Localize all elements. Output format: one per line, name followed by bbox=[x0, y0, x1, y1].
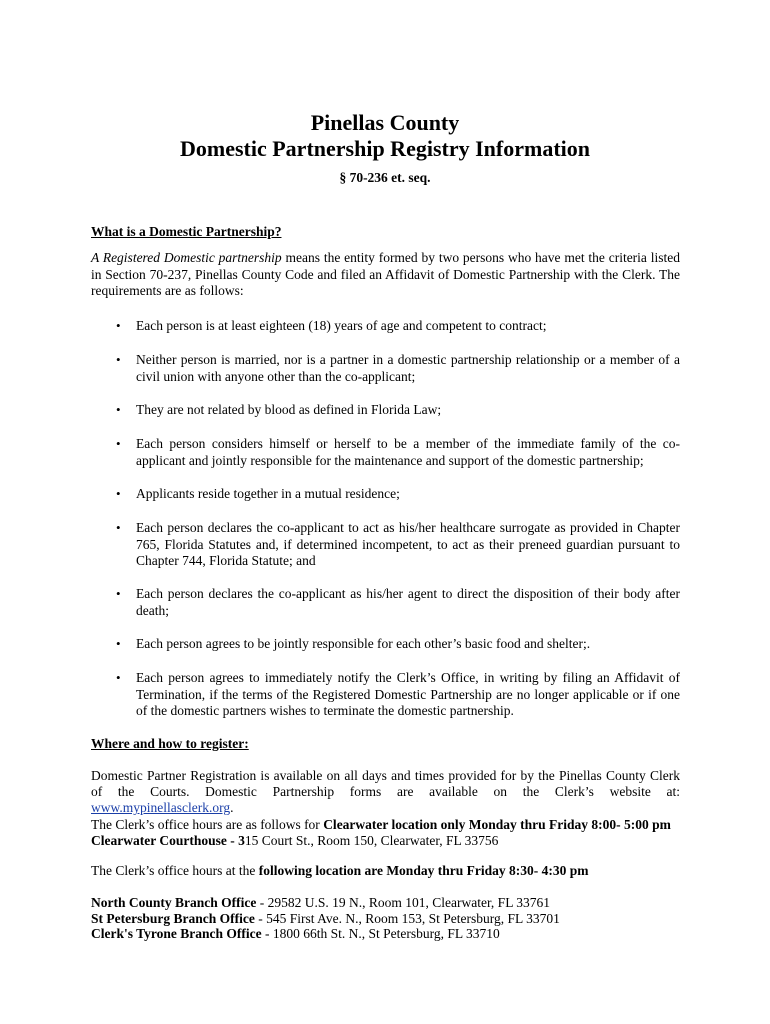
bullet-icon: • bbox=[116, 352, 121, 367]
courthouse-name: Clearwater Courthouse - 3 bbox=[91, 833, 245, 848]
requirement-item: Each person agrees to be jointly responsible for each other’s basic food and shelter;. bbox=[136, 636, 591, 651]
requirement-item: Neither person is married, nor is a partner in a domestic partnership relationship or a member of a civil union with anyone other than the co-applicant; bbox=[136, 352, 680, 384]
requirement-item: Each person declares the co-applicant to act as his/her healthcare surrogate as provided in Chapter 765, Florida Statutes and, if determined incompetent, to act as their preneed guardian pursuant to Chapter 744, Florida Statute; and bbox=[136, 520, 680, 568]
bullet-icon: • bbox=[116, 486, 121, 501]
branch-address: - 29582 U.S. 19 N., Room 101, Clearwater, FL 33761 bbox=[256, 895, 551, 910]
requirement-item: They are not related by blood as defined in Florida Law; bbox=[136, 402, 442, 417]
registration-line-2: of the Courts. Domestic Partnership forms are available on the Clerk’s website at: bbox=[91, 784, 680, 799]
hours-prefix: The Clerk’s office hours at the bbox=[91, 863, 259, 878]
website-line bbox=[91, 800, 233, 817]
branch-office bbox=[91, 895, 550, 912]
bullet-icon: • bbox=[116, 436, 121, 451]
clearwater-hours bbox=[91, 817, 671, 834]
requirement-item: Each person considers himself or herself to be a member of the immediate family of the co-applicant and jointly responsible for the maintenance and support of the domestic partnership; bbox=[136, 436, 680, 468]
requirement-item: Applicants reside together in a mutual residence; bbox=[136, 486, 400, 501]
what-is-heading: What is a Domestic Partnership? bbox=[91, 224, 282, 239]
bullet-icon: • bbox=[116, 520, 121, 535]
branch-address: - 1800 66th St. N., St Petersburg, FL 33710 bbox=[261, 926, 500, 941]
clearwater-courthouse bbox=[91, 833, 498, 850]
branch-name: St Petersburg Branch Office bbox=[91, 911, 255, 926]
hours-bold: Clearwater location only Monday thru Friday 8:00- 5:00 pm bbox=[323, 817, 671, 832]
branch-name: North County Branch Office bbox=[91, 895, 257, 910]
branch-name: Clerk's Tyrone Branch Office bbox=[91, 926, 262, 941]
document-subtitle: Domestic Partnership Registry Information bbox=[180, 136, 590, 161]
intro-emphasis: A Registered Domestic partnership bbox=[91, 250, 282, 265]
intro-paragraph bbox=[91, 250, 680, 300]
branch-office bbox=[91, 926, 500, 943]
requirement-item: Each person declares the co-applicant as his/her agent to direct the disposition of their body after death; bbox=[136, 586, 680, 618]
requirement-item: Each person is at least eighteen (18) years of age and competent to contract; bbox=[136, 318, 547, 333]
hours-bold: following location are Monday thru Friday 8:30- 4:30 pm bbox=[258, 863, 589, 878]
registration-line-1: Domestic Partner Registration is available on all days and times provided for by the Pinellas County Clerk bbox=[91, 768, 680, 783]
branch-hours bbox=[91, 863, 588, 880]
bullet-icon: • bbox=[116, 318, 121, 333]
courthouse-address: 15 Court St., Room 150, Clearwater, FL 33756 bbox=[244, 833, 499, 848]
document-title: Pinellas County bbox=[310, 110, 460, 135]
branch-address: - 545 First Ave. N., Room 153, St Petersburg, FL 33701 bbox=[254, 911, 560, 926]
intro-text: means the entity formed by two persons who have met the criteria listed in Section 70-237, Pinellas County Code and filed an Affidavit of Domestic Partnership with the Clerk. The requirements are as follows: bbox=[91, 250, 680, 298]
website-link[interactable]: www.mypinellasclerk.org bbox=[91, 800, 231, 815]
code-section-reference: § 70-236 et. seq. bbox=[339, 170, 431, 185]
hours-prefix: The Clerk’s office hours are as follows for bbox=[91, 817, 324, 832]
bullet-icon: • bbox=[116, 636, 121, 651]
requirement-item: Each person agrees to immediately notify the Clerk’s Office, in writing by filing an Affidavit of Termination, if the terms of the Registered Domestic Partnership are no longer applicable or if one of the domestic partners wishes to terminate the domestic partnership. bbox=[136, 670, 680, 718]
bullet-icon: • bbox=[116, 586, 121, 601]
bullet-icon: • bbox=[116, 670, 121, 685]
where-heading: Where and how to register: bbox=[91, 736, 249, 751]
website-suffix: . bbox=[230, 800, 234, 815]
bullet-icon: • bbox=[116, 402, 121, 417]
